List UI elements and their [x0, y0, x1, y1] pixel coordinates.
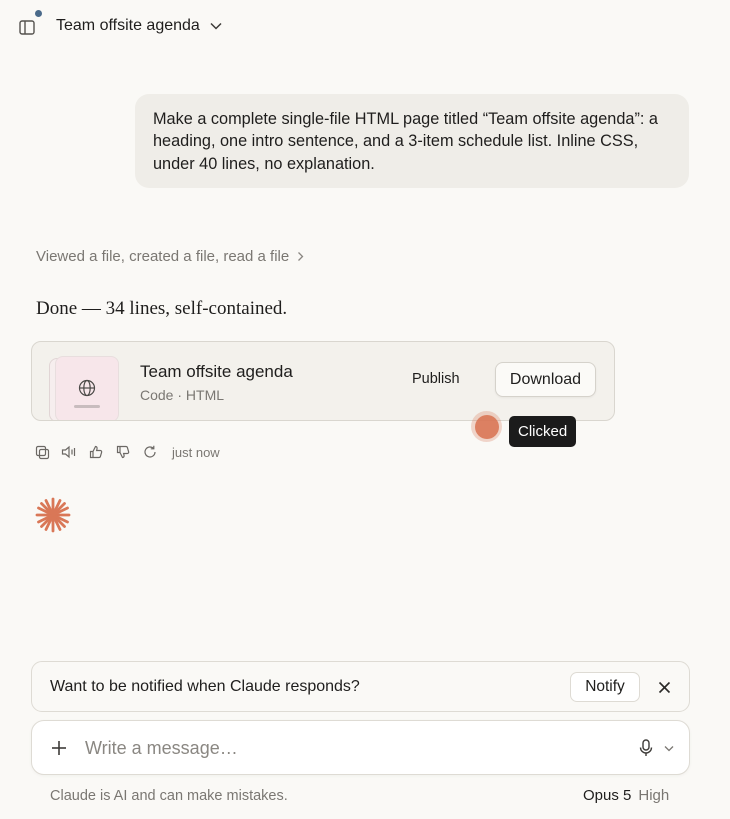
claude-spark-icon: [34, 496, 72, 534]
read-aloud-icon[interactable]: [60, 443, 78, 461]
model-name: Opus 5: [583, 787, 632, 804]
message-composer: [31, 720, 690, 775]
message-timestamp: just now: [172, 444, 220, 460]
artifact-title: Team offsite agenda: [140, 362, 293, 381]
tool-summary[interactable]: [36, 248, 304, 265]
close-icon[interactable]: [654, 677, 674, 697]
message-actions: [33, 443, 220, 461]
retry-icon[interactable]: [141, 443, 159, 461]
model-effort: High: [638, 787, 670, 804]
plus-icon[interactable]: [49, 738, 69, 758]
copy-icon[interactable]: [33, 443, 51, 461]
artifact-card[interactable]: [31, 341, 615, 421]
message-input[interactable]: [85, 734, 625, 762]
download-button[interactable]: Download: [495, 362, 596, 397]
publish-button[interactable]: Publish: [412, 371, 460, 387]
notify-text: Want to be notified when Claude responds?: [50, 678, 360, 695]
tool-summary-label: Viewed a file, created a file, read a file: [36, 248, 290, 265]
notify-banner: [31, 661, 690, 712]
model-selector[interactable]: [583, 787, 669, 804]
globe-icon: [78, 379, 96, 397]
notification-dot: [35, 10, 42, 17]
user-message: Make a complete single-file HTML page titled “Team offsite agenda”: a heading, one intro sentence, and a 3-item schedule list. Inline CSS, under 40 lines, no explanation.: [135, 94, 689, 188]
assistant-reply: Done — 34 lines, self-contained.: [36, 298, 288, 319]
chat-title-menu[interactable]: [56, 17, 222, 35]
top-bar: [0, 0, 730, 54]
microphone-icon[interactable]: [636, 738, 656, 758]
click-indicator: [471, 411, 502, 442]
clicked-tooltip: Clicked: [509, 416, 576, 447]
chat-title: Team offsite agenda: [56, 17, 200, 34]
thumbs-up-icon[interactable]: [87, 443, 105, 461]
thumbs-down-icon[interactable]: [114, 443, 132, 461]
disclaimer: Claude is AI and can make mistakes.: [50, 788, 288, 804]
chevron-down-icon: [210, 22, 222, 30]
artifact-meta: Code · HTML: [140, 387, 225, 403]
artifact-thumbnail: [55, 356, 119, 421]
sidebar-icon[interactable]: [16, 16, 38, 38]
chevron-down-icon[interactable]: [663, 742, 675, 754]
chevron-right-icon: [297, 251, 304, 262]
notify-button[interactable]: Notify: [570, 672, 640, 702]
